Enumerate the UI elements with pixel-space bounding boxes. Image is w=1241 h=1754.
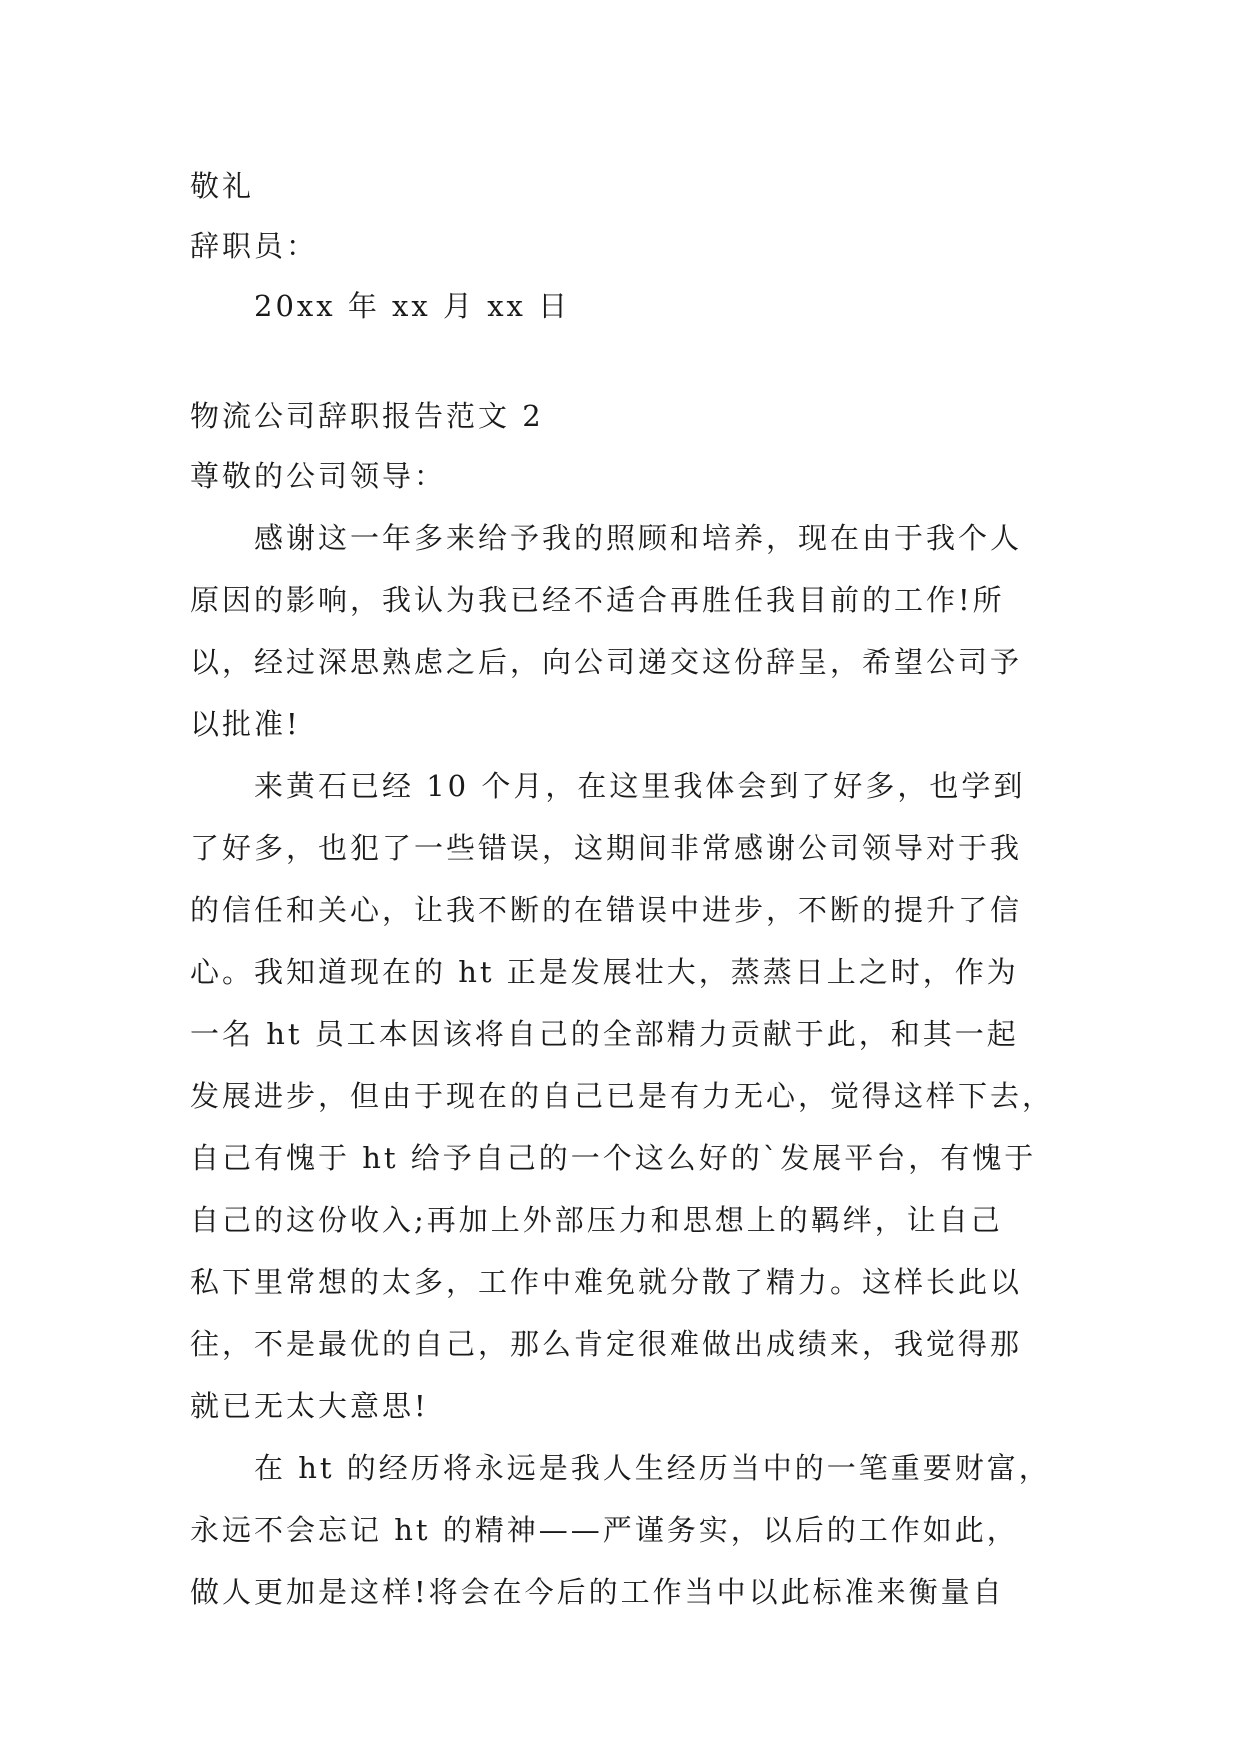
body-line: 原因的影响，我认为我已经不适合再胜任我目前的工作!所 <box>190 583 1005 617</box>
body-line: 发展进步，但由于现在的自己已是有力无心，觉得这样下去， <box>190 1079 1055 1113</box>
letter-title: 物流公司辞职报告范文 2 <box>190 399 544 433</box>
body-line: 的信任和关心，让我不断的在错误中进步，不断的提升了信 <box>190 893 1023 927</box>
body-line: 一名 ht 员工本因该将自己的全部精力贡献于此，和其一起 <box>190 1017 1019 1051</box>
body-line: 就已无太大意思! <box>190 1389 429 1423</box>
body-line: 感谢这一年多来给予我的照顾和培养，现在由于我个人 <box>254 521 1023 555</box>
signer-label: 辞职员： <box>190 229 319 263</box>
body-line: 自己的这份收入;再加上外部压力和思想上的羁绊，让自己 <box>190 1203 1003 1237</box>
body-line: 往，不是最优的自己，那么肯定很难做出成绩来，我觉得那 <box>190 1327 1023 1361</box>
body-line: 心。我知道现在的 ht 正是发展壮大，蒸蒸日上之时，作为 <box>190 955 1019 989</box>
body-line: 在 ht 的经历将永远是我人生经历当中的一笔重要财富， <box>254 1451 1051 1485</box>
body-line: 以批准! <box>190 707 301 741</box>
body-line: 以，经过深思熟虑之后，向公司递交这份辞呈，希望公司予 <box>190 645 1023 679</box>
letter-date: 20xx 年 xx 月 xx 日 <box>254 289 571 323</box>
closing-salute: 敬礼 <box>190 169 255 203</box>
letter-greeting: 尊敬的公司领导： <box>190 459 447 493</box>
body-line: 自己有愧于 ht 给予自己的一个这么好的`发展平台，有愧于 <box>190 1141 1037 1175</box>
body-line: 来黄石已经 10 个月，在这里我体会到了好多，也学到 <box>254 769 1026 803</box>
body-line: 做人更加是这样!将会在今后的工作当中以此标准来衡量自 <box>190 1575 1005 1609</box>
body-line: 了好多，也犯了一些错误，这期间非常感谢公司领导对于我 <box>190 831 1023 865</box>
body-line: 永远不会忘记 ht 的精神——严谨务实，以后的工作如此， <box>190 1513 1019 1547</box>
body-line: 私下里常想的太多，工作中难免就分散了精力。这样长此以 <box>190 1265 1023 1299</box>
